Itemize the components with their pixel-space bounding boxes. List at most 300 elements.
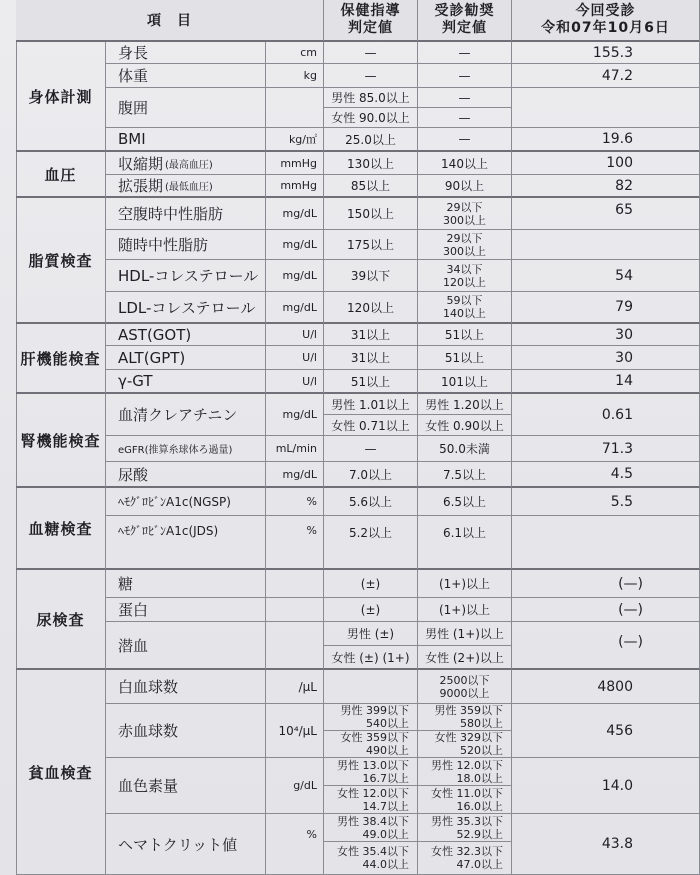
- row-bmi-jushin: [418, 128, 512, 152]
- row-a1c-ngsp-unit-text: %: [306, 495, 317, 508]
- row-hdl-jushin: [418, 260, 512, 292]
- row-wbc-jushin-2: 9000以上: [439, 686, 490, 700]
- row-weight-name-text: 体重: [118, 67, 149, 85]
- row-cre-jushin-male: [418, 394, 512, 415]
- row-ua-value: [512, 462, 700, 488]
- row-tg-fast-jushin-1: 29以下: [446, 200, 483, 214]
- row-height-hoken: [324, 42, 418, 64]
- row-sys-name-text: 収縮期: [118, 154, 164, 173]
- row-waist-jushin-female: [418, 108, 512, 128]
- row-hb-name: [106, 758, 266, 814]
- row-ua-hoken-text: 7.0以上: [348, 467, 393, 482]
- row-rbc-jushin-male: [418, 704, 512, 731]
- row-waist-unit: [266, 88, 324, 128]
- row-alt-value-text: 30: [615, 349, 633, 366]
- row-height-hoken-text: —: [364, 45, 377, 60]
- row-sys-name: [106, 152, 266, 175]
- row-hct-hoken-female: [324, 842, 418, 875]
- row-sugar-value: [512, 570, 700, 598]
- row-wbc-name: [106, 670, 266, 704]
- row-sys-unit-text: mmHg: [280, 156, 317, 170]
- category-sugar-label: 血糖検査: [28, 519, 93, 538]
- row-blood-hoken-male-text: 男性 (±): [346, 627, 395, 641]
- row-egfr-jushin-text: 50.0未満: [439, 442, 490, 456]
- row-cre-hoken-female: [324, 415, 418, 436]
- row-cre-jushin-female-text: 女性 0.90以上: [425, 418, 504, 433]
- row-hb-hoken-female-2: 14.7以上: [362, 799, 409, 813]
- row-hdl-jushin-2: 120以上: [443, 275, 486, 289]
- row-blood-name: [106, 622, 266, 670]
- row-a1c-ngsp-name-text: ﾍﾓｸﾞﾛﾋﾞﾝA1c(NGSP): [118, 495, 231, 509]
- row-ggt-unit: [266, 370, 324, 394]
- row-protein-name-text: 蛋白: [118, 601, 149, 619]
- row-tg-any-unit: [266, 230, 324, 260]
- row-height-unit: [266, 42, 324, 64]
- category-body: [16, 42, 106, 152]
- row-cre-value: [512, 394, 700, 436]
- row-ldl-value-text: 79: [615, 299, 633, 315]
- row-wbc-unit-text: /μL: [298, 679, 317, 694]
- row-a1c-ngsp-jushin-text: 6.5以上: [442, 495, 487, 509]
- category-liver: [16, 324, 106, 394]
- category-sugar: [16, 488, 106, 570]
- row-weight-value-text: 47.2: [601, 67, 633, 84]
- row-hdl-unit-text: mg/dL: [282, 269, 317, 282]
- row-ldl-name-text: LDL-コレステロール: [118, 298, 256, 317]
- row-ua-name: [106, 462, 266, 488]
- row-tg-any-jushin-2: 300以上: [443, 244, 486, 258]
- row-hb-jushin-female-2: 16.0以上: [456, 799, 503, 813]
- row-wbc-value-text: 4800: [597, 678, 633, 695]
- row-cre-hoken-male: [324, 394, 418, 415]
- row-height-jushin-text: —: [458, 45, 471, 60]
- row-protein-jushin: [418, 598, 512, 622]
- row-weight-unit-text: kg: [303, 69, 317, 82]
- row-dia-value-text: 82: [615, 177, 633, 194]
- row-alt-name: [106, 346, 266, 370]
- row-dia-hoken: [324, 175, 418, 198]
- row-tg-any-jushin: [418, 230, 512, 260]
- row-hb-hoken-male: [324, 758, 418, 786]
- row-ast-name: [106, 324, 266, 346]
- row-blood-hoken-female: [324, 646, 418, 670]
- row-sys-jushin: [418, 152, 512, 175]
- row-ast-unit-text: U/l: [302, 328, 317, 341]
- row-weight-value: [512, 64, 700, 88]
- row-bmi-unit: [266, 128, 324, 152]
- row-tg-fast-value-text: 65: [615, 202, 633, 218]
- row-tg-fast-name-text: 空腹時中性脂肪: [118, 205, 224, 223]
- row-blood-value: [512, 622, 700, 670]
- row-tg-any-value: [512, 230, 700, 260]
- row-sugar-name-text: 糖: [118, 575, 134, 593]
- row-bmi-value-text: 19.6: [601, 131, 633, 147]
- row-alt-hoken: [324, 346, 418, 370]
- row-waist-name-text: 腹囲: [118, 99, 149, 117]
- row-dia-sub: (最低血圧): [165, 182, 213, 193]
- row-waist-jushin-female-text: —: [458, 110, 471, 125]
- row-ldl-unit-text: mg/dL: [282, 300, 317, 314]
- row-protein-jushin-text: (1+)以上: [438, 603, 491, 617]
- row-waist-value: [512, 88, 700, 128]
- row-a1c-jds-jushin: [418, 516, 512, 570]
- row-waist-jushin-male-text: —: [458, 90, 471, 105]
- row-ldl-jushin: [418, 292, 512, 324]
- row-a1c-jds-name: [106, 516, 266, 570]
- row-dia-value: [512, 175, 700, 198]
- row-hct-jushin-female: [418, 842, 512, 875]
- row-cre-value-text: 0.61: [601, 406, 633, 423]
- row-ua-unit-text: mg/dL: [282, 467, 317, 481]
- row-ast-jushin-text: 51以上: [444, 328, 485, 342]
- row-ldl-jushin-1: 59以下: [446, 294, 483, 307]
- row-tg-fast-unit-text: mg/dL: [282, 207, 317, 220]
- row-egfr-unit: [266, 436, 324, 462]
- row-blood-hoken-male: [324, 622, 418, 646]
- row-rbc-hoken-female: [324, 731, 418, 758]
- row-ggt-unit-text: U/l: [302, 374, 317, 388]
- row-ast-value-text: 30: [615, 326, 633, 343]
- row-rbc-hoken-female-1: 女性 359以下: [340, 731, 409, 744]
- row-ldl-value: [512, 292, 700, 324]
- row-rbc-jushin-female-2: 520以上: [460, 744, 503, 757]
- header-current-line2: 令和07年10月6日: [541, 20, 670, 36]
- row-egfr-name-text: eGFR(推算糸球体ろ過量): [118, 445, 233, 456]
- row-height-value: [512, 42, 700, 64]
- category-bp: [16, 152, 106, 198]
- header-current: [512, 0, 700, 42]
- category-urine-label: 尿検査: [36, 610, 85, 629]
- row-dia-jushin-text: 90以上: [444, 179, 485, 193]
- row-protein-hoken-text: (±): [360, 602, 381, 617]
- row-cre-hoken-female-text: 女性 0.71以上: [331, 418, 410, 433]
- row-blood-unit: [266, 622, 324, 670]
- row-protein-name: [106, 598, 266, 622]
- row-hct-jushin-male-1: 男性 35.3以下: [431, 814, 503, 828]
- row-egfr-jushin: [418, 436, 512, 462]
- row-tg-any-name-text: 随時中性脂肪: [118, 236, 209, 254]
- row-hct-hoken-male: [324, 814, 418, 842]
- category-body-label: 身体計測: [28, 87, 93, 106]
- row-hb-value: [512, 758, 700, 814]
- row-sys-value-text: 100: [606, 155, 633, 171]
- row-ggt-hoken: [324, 370, 418, 394]
- row-ldl-hoken: [324, 292, 418, 324]
- row-weight-jushin-text: —: [458, 68, 471, 83]
- row-sugar-name: [106, 570, 266, 598]
- row-sugar-hoken: [324, 570, 418, 598]
- category-bp-label: 血圧: [44, 165, 77, 184]
- row-rbc-jushin-female-1: 女性 329以下: [434, 731, 503, 744]
- row-hct-jushin-male: [418, 814, 512, 842]
- category-anemia-label: 貧血検査: [28, 763, 93, 782]
- row-hb-jushin-female: [418, 786, 512, 814]
- row-hdl-name-text: HDL-コレステロール: [118, 267, 259, 285]
- row-hb-value-text: 14.0: [601, 777, 633, 794]
- row-rbc-jushin-male-2: 580以上: [460, 717, 503, 730]
- row-blood-jushin-male: [418, 622, 512, 646]
- row-egfr-value: [512, 436, 700, 462]
- row-hb-hoken-male-1: 男性 13.0以下: [337, 758, 409, 772]
- row-alt-unit: [266, 346, 324, 370]
- row-sugar-jushin: [418, 570, 512, 598]
- row-protein-unit: [266, 598, 324, 622]
- row-blood-jushin-female-text: 女性 (2+)以上: [425, 650, 504, 665]
- row-bmi-name: [106, 128, 266, 152]
- row-ua-jushin: [418, 462, 512, 488]
- row-cre-jushin-male-text: 男性 1.20以上: [425, 397, 504, 412]
- row-protein-value: [512, 598, 700, 622]
- row-alt-value: [512, 346, 700, 370]
- row-hct-jushin-female-1: 女性 32.3以下: [431, 845, 503, 858]
- row-hb-name-text: 血色素量: [118, 777, 179, 795]
- header-current-line1: 今回受診: [575, 3, 636, 19]
- row-bmi-jushin-text: —: [458, 132, 471, 146]
- row-sys-unit: [266, 152, 324, 175]
- row-height-name: [106, 42, 266, 64]
- row-height-value-text: 155.3: [592, 44, 633, 61]
- row-cre-unit-text: mg/dL: [282, 408, 317, 421]
- row-cre-unit: [266, 394, 324, 436]
- row-hb-hoken-female: [324, 786, 418, 814]
- row-hct-unit: [266, 814, 324, 875]
- row-tg-any-unit-text: mg/dL: [282, 238, 317, 251]
- header-item: [16, 0, 324, 42]
- row-ldl-name: [106, 292, 266, 324]
- row-tg-fast-value: [512, 198, 700, 230]
- category-lipid: [16, 198, 106, 324]
- row-dia-name-text: 拡張期: [118, 177, 164, 195]
- row-blood-name-text: 潜血: [118, 636, 149, 655]
- row-hb-jushin-male: [418, 758, 512, 786]
- row-ua-hoken: [324, 462, 418, 488]
- category-anemia: [16, 670, 106, 875]
- row-hb-jushin-female-1: 女性 11.0以下: [431, 786, 503, 800]
- row-sys-hoken: [324, 152, 418, 175]
- row-sugar-jushin-text: (1+)以上: [438, 577, 491, 591]
- row-rbc-name-text: 赤血球数: [118, 722, 179, 740]
- header-hoken-line2: 判定値: [348, 20, 393, 36]
- row-cre-jushin-female: [418, 415, 512, 436]
- row-hct-value-text: 43.8: [601, 836, 633, 852]
- row-ggt-hoken-text: 51以上: [350, 374, 391, 389]
- row-hdl-value-text: 54: [615, 267, 633, 284]
- row-hct-name: [106, 814, 266, 875]
- row-ggt-value-text: 14: [615, 373, 633, 389]
- row-sys-sub: (最高血圧): [165, 159, 213, 171]
- row-tg-any-hoken: [324, 230, 418, 260]
- row-ua-jushin-text: 7.5以上: [442, 467, 487, 482]
- row-hb-hoken-female-1: 女性 12.0以下: [337, 786, 409, 800]
- row-ua-name-text: 尿酸: [118, 465, 149, 484]
- row-cre-name-text: 血清クレアチニン: [118, 406, 238, 424]
- row-hdl-value: [512, 260, 700, 292]
- row-ast-name-text: AST(GOT): [118, 325, 192, 344]
- header-item-label: 項 目: [147, 13, 192, 29]
- row-alt-name-text: ALT(GPT): [118, 348, 186, 367]
- row-ast-hoken: [324, 324, 418, 346]
- row-rbc-hoken-female-2: 490以上: [366, 744, 409, 757]
- row-a1c-jds-value: [512, 516, 700, 570]
- row-rbc-hoken-male: [324, 704, 418, 731]
- row-hct-hoken-female-1: 女性 35.4以下: [337, 845, 409, 858]
- row-egfr-unit-text: mL/min: [275, 442, 317, 455]
- row-egfr-value-text: 71.3: [601, 440, 633, 457]
- row-hb-jushin-male-1: 男性 12.0以下: [431, 758, 503, 772]
- row-height-jushin: [418, 42, 512, 64]
- row-dia-unit-text: mmHg: [280, 179, 317, 192]
- row-rbc-name: [106, 704, 266, 758]
- row-hct-hoken-male-2: 49.0以上: [362, 827, 409, 841]
- row-ast-unit: [266, 324, 324, 346]
- row-ggt-jushin-text: 101以上: [441, 374, 488, 389]
- row-ua-unit: [266, 462, 324, 488]
- row-cre-name: [106, 394, 266, 436]
- row-protein-hoken: [324, 598, 418, 622]
- row-weight-name: [106, 64, 266, 88]
- row-tg-fast-hoken: [324, 198, 418, 230]
- row-hdl-hoken: [324, 260, 418, 292]
- category-kidney: [16, 394, 106, 488]
- row-ast-jushin: [418, 324, 512, 346]
- row-tg-fast-hoken-text: 150以上: [347, 207, 394, 221]
- row-hb-hoken-male-2: 16.7以上: [362, 771, 409, 785]
- row-dia-name: [106, 175, 266, 198]
- row-egfr-hoken-text: —: [364, 441, 377, 456]
- category-kidney-label: 腎機能検査: [20, 431, 101, 450]
- row-bmi-hoken-text: 25.0以上: [345, 132, 396, 147]
- row-alt-jushin-text: 51以上: [444, 351, 485, 365]
- row-ua-value-text: 4.5: [610, 466, 633, 482]
- row-dia-hoken-text: 85以上: [350, 179, 391, 193]
- row-a1c-ngsp-name: [106, 488, 266, 516]
- row-wbc-jushin: [418, 670, 512, 704]
- row-ggt-name-text: γ-GT: [118, 372, 153, 390]
- row-hct-jushin-male-2: 52.9以上: [456, 827, 503, 841]
- header-jushin-line1: 受診勧奨: [434, 3, 495, 19]
- row-a1c-ngsp-value: [512, 488, 700, 516]
- category-liver-label: 肝機能検査: [20, 349, 101, 368]
- row-bmi-value: [512, 128, 700, 152]
- row-waist-jushin-male: [418, 88, 512, 108]
- row-sys-hoken-text: 130以上: [347, 156, 394, 171]
- row-hct-hoken-male-1: 男性 38.4以下: [337, 814, 409, 828]
- header-jushin-line2: 判定値: [442, 20, 487, 36]
- category-urine: [16, 570, 106, 670]
- row-hb-jushin-male-2: 18.0以上: [456, 771, 503, 785]
- row-blood-value-text: (—): [618, 634, 643, 650]
- row-protein-value-text: (—): [618, 601, 643, 618]
- row-wbc-value: [512, 670, 700, 704]
- row-hdl-unit: [266, 260, 324, 292]
- row-bmi-name-text: BMI: [118, 130, 146, 148]
- row-height-name-text: 身長: [118, 44, 149, 62]
- row-rbc-hoken-male-2: 540以上: [366, 717, 409, 730]
- row-weight-jushin: [418, 64, 512, 88]
- row-ldl-hoken-text: 120以上: [347, 300, 394, 315]
- row-rbc-unit-text: 10⁴/μL: [278, 723, 317, 738]
- row-cre-hoken-male-text: 男性 1.01以上: [331, 397, 410, 412]
- row-sugar-unit: [266, 570, 324, 598]
- row-weight-hoken-text: —: [364, 68, 377, 83]
- row-weight-unit: [266, 64, 324, 88]
- row-a1c-jds-jushin-text: 6.1以上: [442, 526, 487, 540]
- row-alt-jushin: [418, 346, 512, 370]
- row-ast-value: [512, 324, 700, 346]
- row-waist-hoken-male: [324, 88, 418, 108]
- row-ldl-jushin-2: 140以上: [443, 307, 486, 320]
- row-blood-jushin-male-text: 男性 (1+)以上: [425, 627, 504, 641]
- row-weight-hoken: [324, 64, 418, 88]
- row-a1c-jds-name-text: ﾍﾓｸﾞﾛﾋﾞﾝA1c(JDS): [118, 524, 219, 538]
- row-alt-unit-text: U/l: [302, 351, 317, 364]
- row-egfr-name: [106, 436, 266, 462]
- row-hct-jushin-female-2: 47.0以上: [456, 858, 503, 871]
- row-wbc-unit: [266, 670, 324, 704]
- row-hct-name-text: ヘマトクリット値: [118, 835, 238, 854]
- header-hoken-line1: 保健指導: [340, 3, 401, 19]
- row-hb-unit-text: g/dL: [293, 779, 317, 792]
- row-tg-fast-unit: [266, 198, 324, 230]
- row-sys-value: [512, 152, 700, 175]
- row-ggt-value: [512, 370, 700, 394]
- category-lipid-label: 脂質検査: [28, 251, 93, 270]
- row-tg-fast-jushin-2: 300以上: [443, 213, 486, 227]
- row-a1c-ngsp-hoken-text: 5.6以上: [348, 495, 393, 509]
- row-blood-jushin-female: [418, 646, 512, 670]
- row-tg-any-hoken-text: 175以上: [347, 238, 394, 252]
- row-rbc-value: [512, 704, 700, 758]
- row-a1c-jds-unit: [266, 516, 324, 570]
- row-a1c-ngsp-unit: [266, 488, 324, 516]
- row-alt-hoken-text: 31以上: [350, 351, 391, 365]
- row-a1c-ngsp-hoken: [324, 488, 418, 516]
- row-rbc-unit: [266, 704, 324, 758]
- row-tg-fast-jushin: [418, 198, 512, 230]
- row-a1c-jds-hoken-text: 5.2以上: [348, 526, 393, 540]
- row-blood-hoken-female-text: 女性 (±) (1+): [331, 650, 410, 665]
- row-hct-hoken-female-2: 44.0以上: [362, 858, 409, 871]
- row-hdl-hoken-text: 39以下: [350, 269, 391, 283]
- row-a1c-ngsp-value-text: 5.5: [610, 493, 633, 510]
- row-dia-jushin: [418, 175, 512, 198]
- row-a1c-jds-unit-text: %: [306, 524, 317, 537]
- row-ldl-unit: [266, 292, 324, 324]
- row-bmi-unit-text: kg/㎡: [288, 133, 317, 146]
- row-rbc-jushin-male-1: 男性 359以下: [434, 704, 503, 717]
- row-wbc-jushin-1: 2500以下: [439, 673, 490, 687]
- row-wbc-name-text: 白血球数: [118, 678, 179, 696]
- row-tg-fast-name: [106, 198, 266, 230]
- row-a1c-jds-hoken: [324, 516, 418, 570]
- row-rbc-jushin-female: [418, 731, 512, 758]
- row-dia-unit: [266, 175, 324, 198]
- row-hct-value: [512, 814, 700, 875]
- row-wbc-hoken: [324, 670, 418, 704]
- row-height-unit-text: cm: [300, 46, 317, 59]
- row-sugar-hoken-text: (±): [360, 576, 381, 591]
- row-hct-unit-text: %: [306, 828, 317, 841]
- row-hb-unit: [266, 758, 324, 814]
- row-bmi-hoken: [324, 128, 418, 152]
- row-rbc-hoken-male-1: 男性 399以下: [340, 704, 409, 717]
- row-tg-any-name: [106, 230, 266, 260]
- row-sys-jushin-text: 140以上: [441, 156, 488, 171]
- row-waist-hoken-male-text: 男性 85.0以上: [331, 91, 410, 105]
- row-waist-name: [106, 88, 266, 128]
- row-tg-any-jushin-1: 29以下: [446, 231, 483, 245]
- row-a1c-ngsp-jushin: [418, 488, 512, 516]
